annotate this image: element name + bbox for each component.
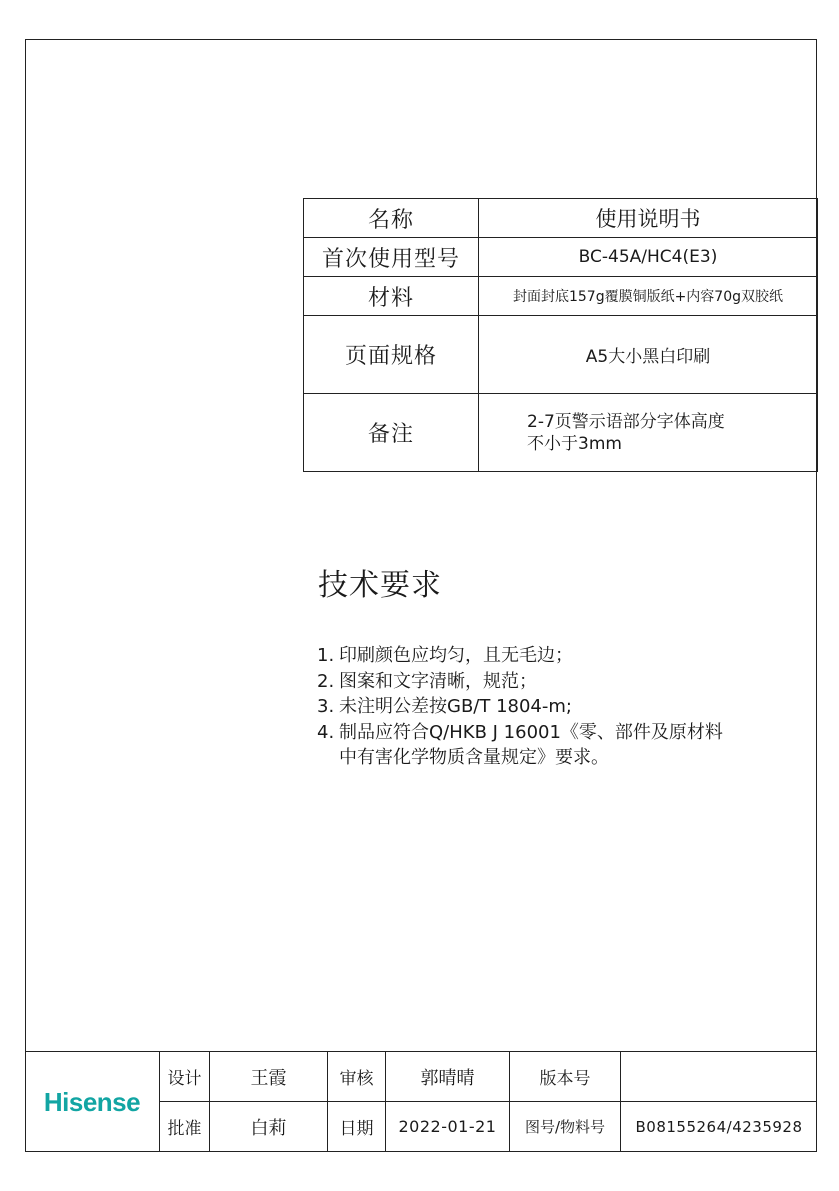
designer-value: 王霞	[210, 1052, 328, 1102]
item-number: 2.	[317, 670, 335, 692]
remarks-line-1: 2-7页警示语部分字体高度	[527, 411, 725, 432]
item-text: 未注明公差按GB/T 1804-m;	[339, 696, 572, 717]
spec-value: 使用说明书	[479, 199, 818, 238]
drawing-number-value: B08155264/4235928	[621, 1102, 818, 1152]
review-label: 审核	[328, 1052, 386, 1102]
remarks-line-2: 不小于3mm	[527, 433, 622, 454]
item-number: 4.	[317, 721, 335, 743]
approver-value: 白莉	[210, 1102, 328, 1152]
spec-row-remarks	[304, 394, 818, 472]
date-label: 日期	[328, 1102, 386, 1152]
spec-row-model	[304, 238, 818, 277]
item-text: 图案和文字清晰，规范；	[339, 670, 537, 692]
spec-key: 页面规格	[304, 316, 479, 394]
spec-key: 名称	[304, 199, 479, 238]
spec-row-material	[304, 277, 818, 316]
title-block-row-2	[160, 1102, 818, 1152]
spec-key: 首次使用型号	[304, 238, 479, 277]
item-number: 3.	[317, 696, 335, 717]
spec-table	[303, 198, 818, 472]
item-text: 印刷颜色应均匀，且无毛边；	[339, 645, 573, 666]
spec-value: 封面封底157g覆膜铜版纸+内容70g双胶纸	[479, 277, 818, 316]
hisense-logo: Hisense	[43, 1086, 141, 1117]
title-block	[25, 1051, 817, 1152]
reviewer-value: 郭晴晴	[386, 1052, 510, 1102]
spec-value	[479, 394, 818, 472]
logo-cell	[25, 1052, 159, 1152]
drawing-number-label: 图号/物料号	[510, 1102, 621, 1152]
date-value: 2022-01-21	[386, 1102, 510, 1152]
tech-requirements-list	[317, 643, 797, 771]
item-text	[339, 720, 797, 771]
item-text-line-1: 制品应符合Q/HKB J 16001《零、部件及原材料	[339, 721, 723, 743]
title-block-table	[159, 1051, 817, 1151]
version-value	[621, 1052, 818, 1102]
spec-value: BC-45A/HC4(E3)	[479, 238, 818, 277]
tech-requirements-title: 技术要求	[318, 568, 442, 603]
design-label: 设计	[160, 1052, 210, 1102]
spec-row-name	[304, 199, 818, 238]
list-item	[317, 643, 797, 669]
item-number: 1.	[317, 645, 335, 666]
spec-key: 备注	[304, 394, 479, 472]
spec-value: A5大小黑白印刷	[479, 316, 818, 394]
item-text-line-2: 中有害化学物质含量规定》要求。	[339, 747, 609, 768]
list-item	[317, 669, 797, 695]
approve-label: 批准	[160, 1102, 210, 1152]
title-block-row-1	[160, 1052, 818, 1102]
version-label: 版本号	[510, 1052, 621, 1102]
list-item	[317, 694, 797, 720]
spec-row-page-spec	[304, 316, 818, 394]
list-item	[317, 720, 797, 771]
spec-key: 材料	[304, 277, 479, 316]
